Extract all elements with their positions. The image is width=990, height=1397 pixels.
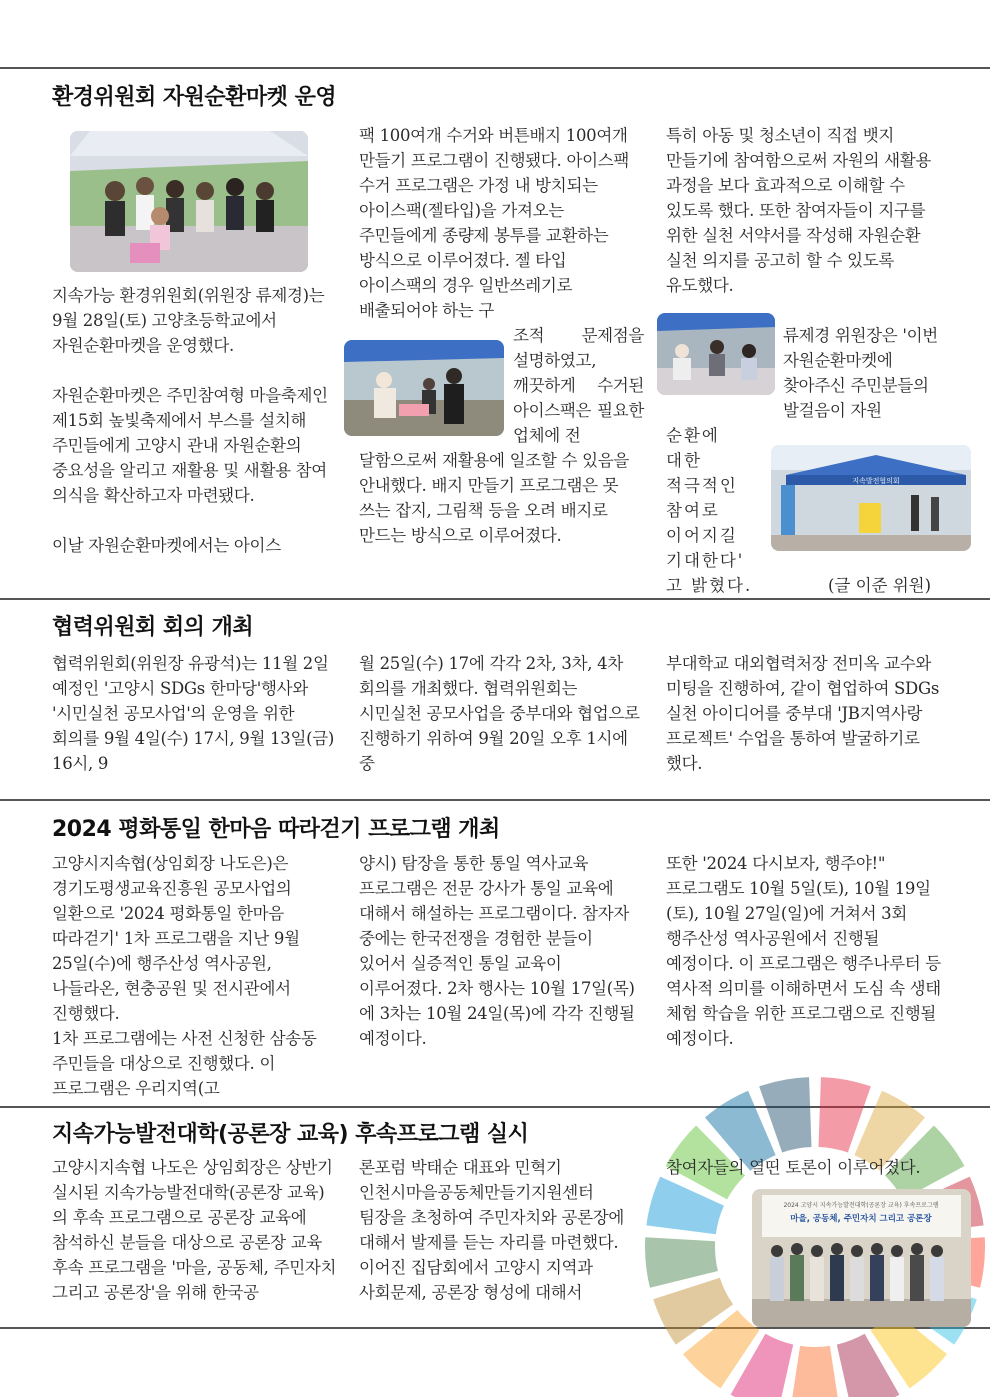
top-rule [0, 67, 990, 69]
section-peace-col2: 양시) 탐장을 통한 통일 역사교육 프로그램은 전문 강사가 통일 교육에 대해서 해설하는 프로그램이다. 참자자 중에는 한국전쟁을 경험한 분들이 있어서 실증적인 통일 교육이 이루어졌다. 2차 행사는 10월 17일(목)에 3차는 10월 24일(목)에 각각 진행될 예정이다. [359, 854, 635, 1048]
section-env-col1 [52, 283, 338, 558]
section-coop-col1: 협력위원회(위원장 유광석)는 11월 2일 예정인 '고양시 SDGs 한마당'행사와 '시민실천 공모사업'의 운영을 위한 회의를 9월 4일(수) 17시, 9월 13일(금) 16시, 9 [52, 654, 334, 773]
sdg-wheel-segment [790, 1346, 841, 1397]
banner-title: 마을, 공동체, 주민자치 그리고 공론장 [790, 1214, 932, 1224]
byline: (글 이준 위원) [828, 576, 932, 595]
paragraph: 이날 자원순환마켓에서는 아이스 [52, 536, 281, 555]
booth-sign-text: 지속발전협의회 [852, 477, 900, 485]
photo-booth-tent [771, 445, 971, 551]
paragraph: 론포럼 박태순 대표와 민혁기 인천시마을공동체만들기지원센터 팀장을 초청하여 주민자치와 공론장에 대해서 발제를 듣는 자리를 마련했다. [359, 1158, 625, 1252]
section-title-env: 환경위원회 자원순환마켓 운영 [52, 85, 337, 110]
section-env-col3-beside-photo: 류제경 위원장은 '이번 자원순환마켓에 찾아주신 주민분들의 발걸음이 자원 [783, 326, 938, 420]
section-divider-2 [0, 799, 990, 801]
section-env-col2-bottom: 달함으로써 재활용에 일조할 수 있음을 안내했다. 배지 만들기 프로그램은 못 쓰는 잡지, 그림책 등을 오려 배지로 만드는 방식으로 이루어졌다. [359, 451, 630, 545]
section-env-col2-beside-photo: 조적 문제점을 설명하였고, 깨끗하게 수거된 아이스팩은 필요한 업체에 전 [513, 326, 644, 445]
paragraph: 지속가능 환경위원회(위원장 류제경)는 9월 28일(토) 고양초등학교에서 자원순환마켓을 운영했다. [52, 286, 325, 355]
section-univ-col1: 고양시지속협 나도은 상임회장은 상반기 실시된 지속가능발전대학(공론장 교육)의 후속 프로그램으로 공론장 교육에 참석하신 분들을 대상으로 공론장 교육 후속 프로그램을 '마을, 공동체, 주민자치 그리고 공론장'을 위해 한국공 [52, 1158, 337, 1302]
section-env-col3-bottom: 순환에 대한 적극적인 참여로 이어지길 기대한다' 고 밝혔다. [666, 426, 753, 595]
photo-market-group [70, 131, 308, 272]
section-peace-col1 [52, 851, 338, 1101]
section-coop-col2: 월 25일(수) 17에 각각 2차, 3차, 4차 회의를 개최했다. 협력위원회는 시민실천 공모사업을 중부대와 협업으로 진행하기 위하여 9월 20일 오후 1시에 중 [359, 654, 640, 773]
paragraph: 1차 프로그램에는 사전 신청한 삼송동 주민들을 대상으로 진행했다. 이 프로그램은 우리지역(고 [52, 1029, 317, 1098]
photo-badge-making [657, 313, 775, 395]
section-coop-col3: 부대학교 대외협력처장 전미옥 교수와 미팅을 진행하여, 같이 협업하여 SDGs 실천 아이디어를 중부대 'JB지역사랑 프로젝트' 수업을 통하여 발굴하기로 했다. [666, 654, 940, 773]
section-env-col3-top: 특히 아동 및 청소년이 직접 뱃지 만들기에 참여함으로써 자원의 새활용 과정을 보다 효과적으로 이해할 수 있도록 했다. 또한 참여자들이 지구를 위한 실천 서약서를 작성해 자원순환 실천 의지를 공고히 할 수 있도록 유도했다. [666, 126, 932, 295]
section-univ-col2 [359, 1155, 644, 1305]
section-title-peace-walk: 2024 평화통일 한마음 따라걷기 프로그램 개최 [52, 817, 500, 842]
section-title-coop: 협력위원회 회의 개최 [52, 615, 254, 640]
paragraph: 고양시지속협(상임회장 나도은)은 경기도평생교육진흥원 공모사업의 일환으로 '2024 평화통일 한마음 따라걷기' 1차 프로그램을 지난 9월 25일(수)에 행주산성 역사공원, 나들라온, 현충공원 및 전시관에서 진행했다. [52, 854, 300, 1023]
section-peace-col3: 또한 '2024 다시보자, 행주야!" 프로그램도 10월 5일(토), 10월 19일(토), 10월 27일(일)에 거쳐서 3회 행주산성 역사공원에서 진행될 예정이다. 이 프로그램은 행주나루터 등 역사적 의미를 이해하면서 도심 속 생태 체험 학습을 위한 프로그램으로 진행될 예정이다. [666, 854, 941, 1048]
sdg-wheel-segment [645, 1237, 718, 1288]
photo-icepack-booth [344, 340, 504, 436]
photo-group-forum [752, 1189, 971, 1327]
section-env-col2-top: 팩 100여개 수거와 버튼배지 100여개 만들기 프로그램이 진행됐다. 아이스팩 수거 프로그램은 가정 내 방치되는 아이스팩(젤타입)을 가져오는 주민들에게 종량제 봉투를 교환하는 방식으로 이루어졌다. 젤 타입 아이스팩의 경우 일반쓰레기로 배출되어야 하는 구 [359, 126, 630, 320]
section-divider-1 [0, 598, 990, 600]
paragraph: 이어진 집담회에서 고양시 지역과 사회문제, 공론장 형성에 대해서 [359, 1258, 593, 1302]
section-title-university: 지속가능발전대학(공론장 교육) 후속프로그램 실시 [52, 1122, 529, 1147]
paragraph: 자원순환마켓은 주민참여형 마을축제인 제15회 높빛축제에서 부스를 설치해 주민들에게 고양시 관내 자원순환의 중요성을 알리고 재활용 및 새활용 참여 의식을 확산하고자 마련됐다. [52, 386, 328, 505]
section-univ-col3: 참여자들의 열띤 토론이 이루어졌다. [666, 1158, 921, 1177]
banner-subtitle: 2024 고양시 지속가능발전대학(공론장 교육) 후속프로그램 [783, 1202, 939, 1209]
